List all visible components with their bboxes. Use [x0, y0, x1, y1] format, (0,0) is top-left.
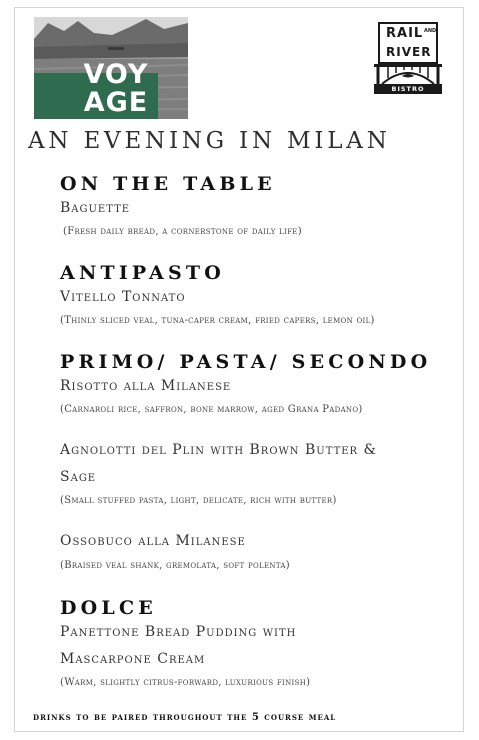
- voyage-logo: [34, 17, 188, 119]
- bistro-word: BISTRO: [374, 84, 442, 94]
- section-heading-antipasto: ANTIPASTO: [60, 262, 225, 284]
- rail-river-box: [378, 22, 438, 64]
- voyage-word-line1: VOY: [83, 59, 149, 90]
- rail-word: RAIL: [386, 26, 424, 41]
- voyage-wordmark: [66, 61, 166, 117]
- dish-name: Agnolotti del Plin with Brown Butter &: [60, 442, 377, 458]
- dish-name: Risotto alla Milanese: [60, 378, 232, 394]
- dish-description: (Thinly sliced veal, tuna-caper cream, fried capers, lemon oil): [60, 315, 375, 326]
- voyage-word-line2: AGE: [83, 87, 149, 118]
- menu-title: AN EVENING IN MILAN: [28, 128, 391, 154]
- dish-description: (Fresh daily bread, a cornerstone of daily life): [63, 226, 302, 237]
- dish-name-continued: Sage: [60, 469, 97, 485]
- bridge-icon: [374, 64, 442, 84]
- dish-description: (Warm, slightly citrus-forward, luxurious finish): [60, 677, 311, 688]
- section-heading-dolce: DOLCE: [60, 597, 157, 619]
- dish-description: (Small stuffed pasta, light, delicate, rich with butter): [60, 495, 337, 506]
- dish-name: Baguette: [60, 200, 131, 216]
- rail-river-logo: [374, 22, 442, 94]
- section-heading-primo-pasta-secondo: PRIMO/ PASTA/ SECONDO: [60, 351, 432, 373]
- footer-note: drinks to be paired throughout the 5 course meal: [33, 712, 337, 723]
- river-word: RIVER: [386, 45, 432, 59]
- and-word: AND: [424, 28, 437, 34]
- dish-name: Vitello Tonnato: [60, 289, 186, 305]
- dish-description: (Braised veal shank, gremolata, soft polenta): [60, 560, 290, 571]
- dish-name: Ossobuco alla Milanese: [60, 533, 246, 549]
- dish-name: Panettone Bread Pudding with: [60, 624, 297, 640]
- section-heading-on-the-table: ON THE TABLE: [60, 173, 276, 195]
- dish-description: (Carnaroli rice, saffron, bone marrow, aged Grana Padano): [60, 404, 363, 415]
- dish-name-continued: Mascarpone Cream: [60, 651, 206, 667]
